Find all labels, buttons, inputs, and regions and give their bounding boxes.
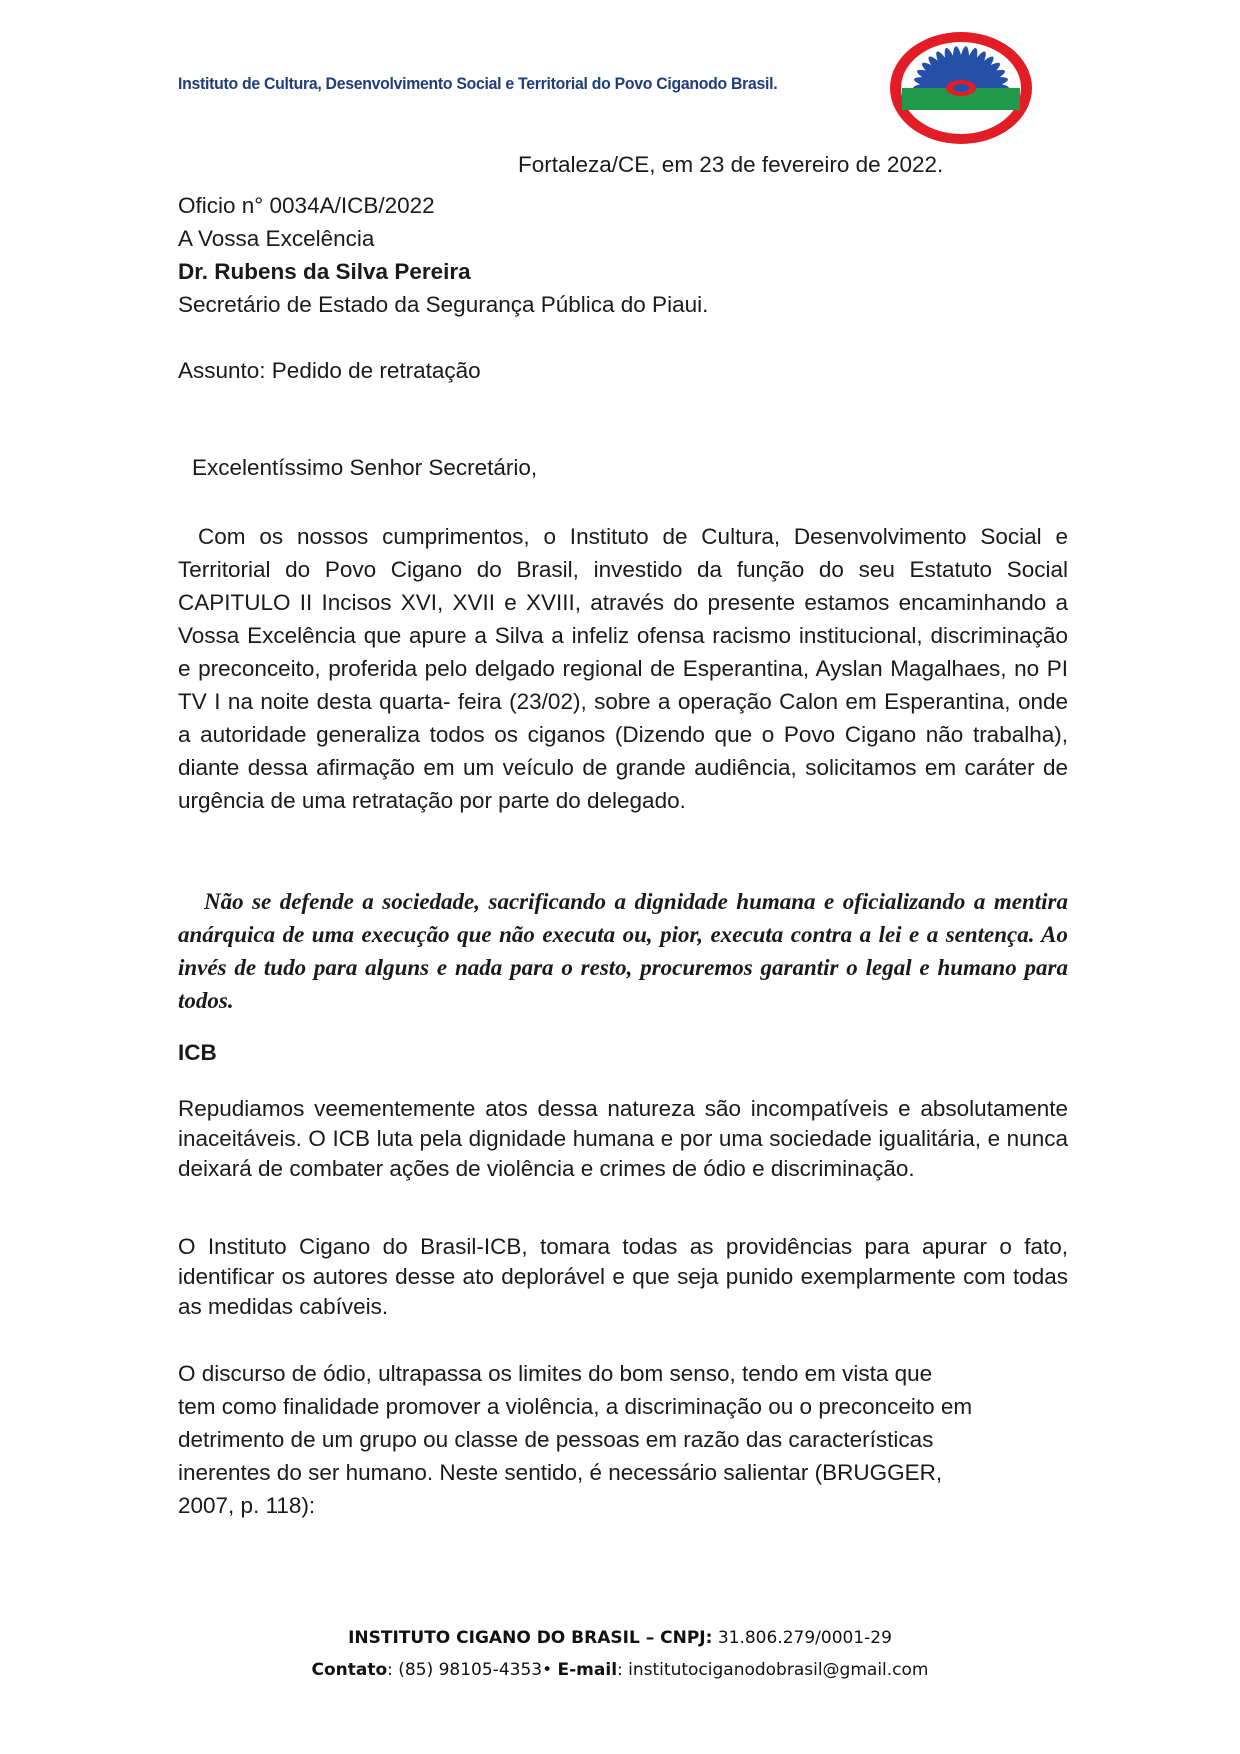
date-line: Fortaleza/CE, em 23 de fevereiro de 2022.: [518, 152, 944, 177]
body-paragraph-4-line: O discurso de ódio, ultrapassa os limites do bom senso, tendo em vista que: [178, 1361, 933, 1386]
institute-header-title: Instituto de Cultura, Desenvolvimento Social e Territorial do Povo Ciganodo Brasil.: [178, 74, 778, 93]
footer-phone: : (85) 98105-4353•: [387, 1660, 553, 1680]
body-paragraph-1: Com os nossos cumprimentos, o Instituto de Cultura, Desenvolvimento Social e Territorial do Povo Cigano do Brasil, investido da função do seu Estatuto Social CAPITULO II Incisos XVI, XVII e XVIII, através do presente estamos encaminhando a Vossa Excelência que apure a Silva a infeliz ofensa racismo institucional, discriminação e preconceito, proferida pelo delgado regional de Esperantina, Ayslan Magalhaes, no PI TV I na noite desta quarta- feira (23/02), sobre a operação Calon em Esperantina, onde a autoridade generaliza todos os ciganos (Dizendo que o Povo Cigano não trabalha), diante dessa afirmação em um veículo de grande audiência, solicitamos em caráter de urgência de uma retratação por parte do delegado.: [178, 524, 1068, 813]
footer-org-line: [0, 1628, 1240, 1648]
institute-logo: [888, 30, 1034, 146]
quote-paragraph: Não se defende a sociedade, sacrificando a dignidade humana e oficializando a mentira anárquica de uma execução que não executa ou, pior, executa contra a lei e a sentença. Ao invés de tudo para alguns e nada para o resto, procuremos garantir o legal e humano para todos.: [178, 889, 1068, 1013]
body-paragraph-4-line: tem como finalidade promover a violência, a discriminação ou o preconceito em: [178, 1394, 973, 1419]
body-paragraph-2: Repudiamos veementemente atos dessa natureza são incompatíveis e absolutamente inaceitáveis. O ICB luta pela dignidade humana e por uma sociedade igualitária, e nunca deixará de combater ações de violência e crimes de ódio e discriminação.: [178, 1096, 1068, 1181]
footer-email-label: E-mail: [557, 1660, 618, 1680]
footer-cnpj: 31.806.279/0001-29: [717, 1628, 892, 1648]
body-paragraph-4-line: detrimento de um grupo ou classe de pessoas em razão das características: [178, 1427, 934, 1452]
body-paragraph-4-line: inerentes do ser humano. Neste sentido, é necessário salientar (BRUGGER,: [178, 1460, 943, 1485]
body-paragraph-3: O Instituto Cigano do Brasil-ICB, tomara todas as providências para apurar o fato, identificar os autores desse ato deplorável e que seja punido exemplarmente com todas as medidas cabíveis.: [178, 1234, 1068, 1319]
footer-org-name: INSTITUTO CIGANO DO BRASIL – CNPJ:: [348, 1628, 713, 1648]
subject-line: Assunto: Pedido de retratação: [178, 358, 481, 383]
salutation: Excelentíssimo Senhor Secretário,: [192, 455, 538, 480]
recipient-name: Dr. Rubens da Silva Pereira: [178, 259, 471, 284]
recipient-greeting: A Vossa Excelência: [178, 226, 375, 251]
footer-contact-line: [0, 1660, 1240, 1680]
section-label-icb: ICB: [178, 1040, 217, 1065]
recipient-title: Secretário de Estado da Segurança Pública do Piaui.: [178, 292, 709, 317]
body-paragraph-4-line: 2007, p. 118):: [178, 1493, 316, 1518]
footer-email[interactable]: : institutociganodobrasil@gmail.com: [617, 1660, 929, 1680]
footer-contact-label: Contato: [311, 1660, 388, 1680]
office-number: Oficio n° 0034A/ICB/2022: [178, 193, 435, 218]
